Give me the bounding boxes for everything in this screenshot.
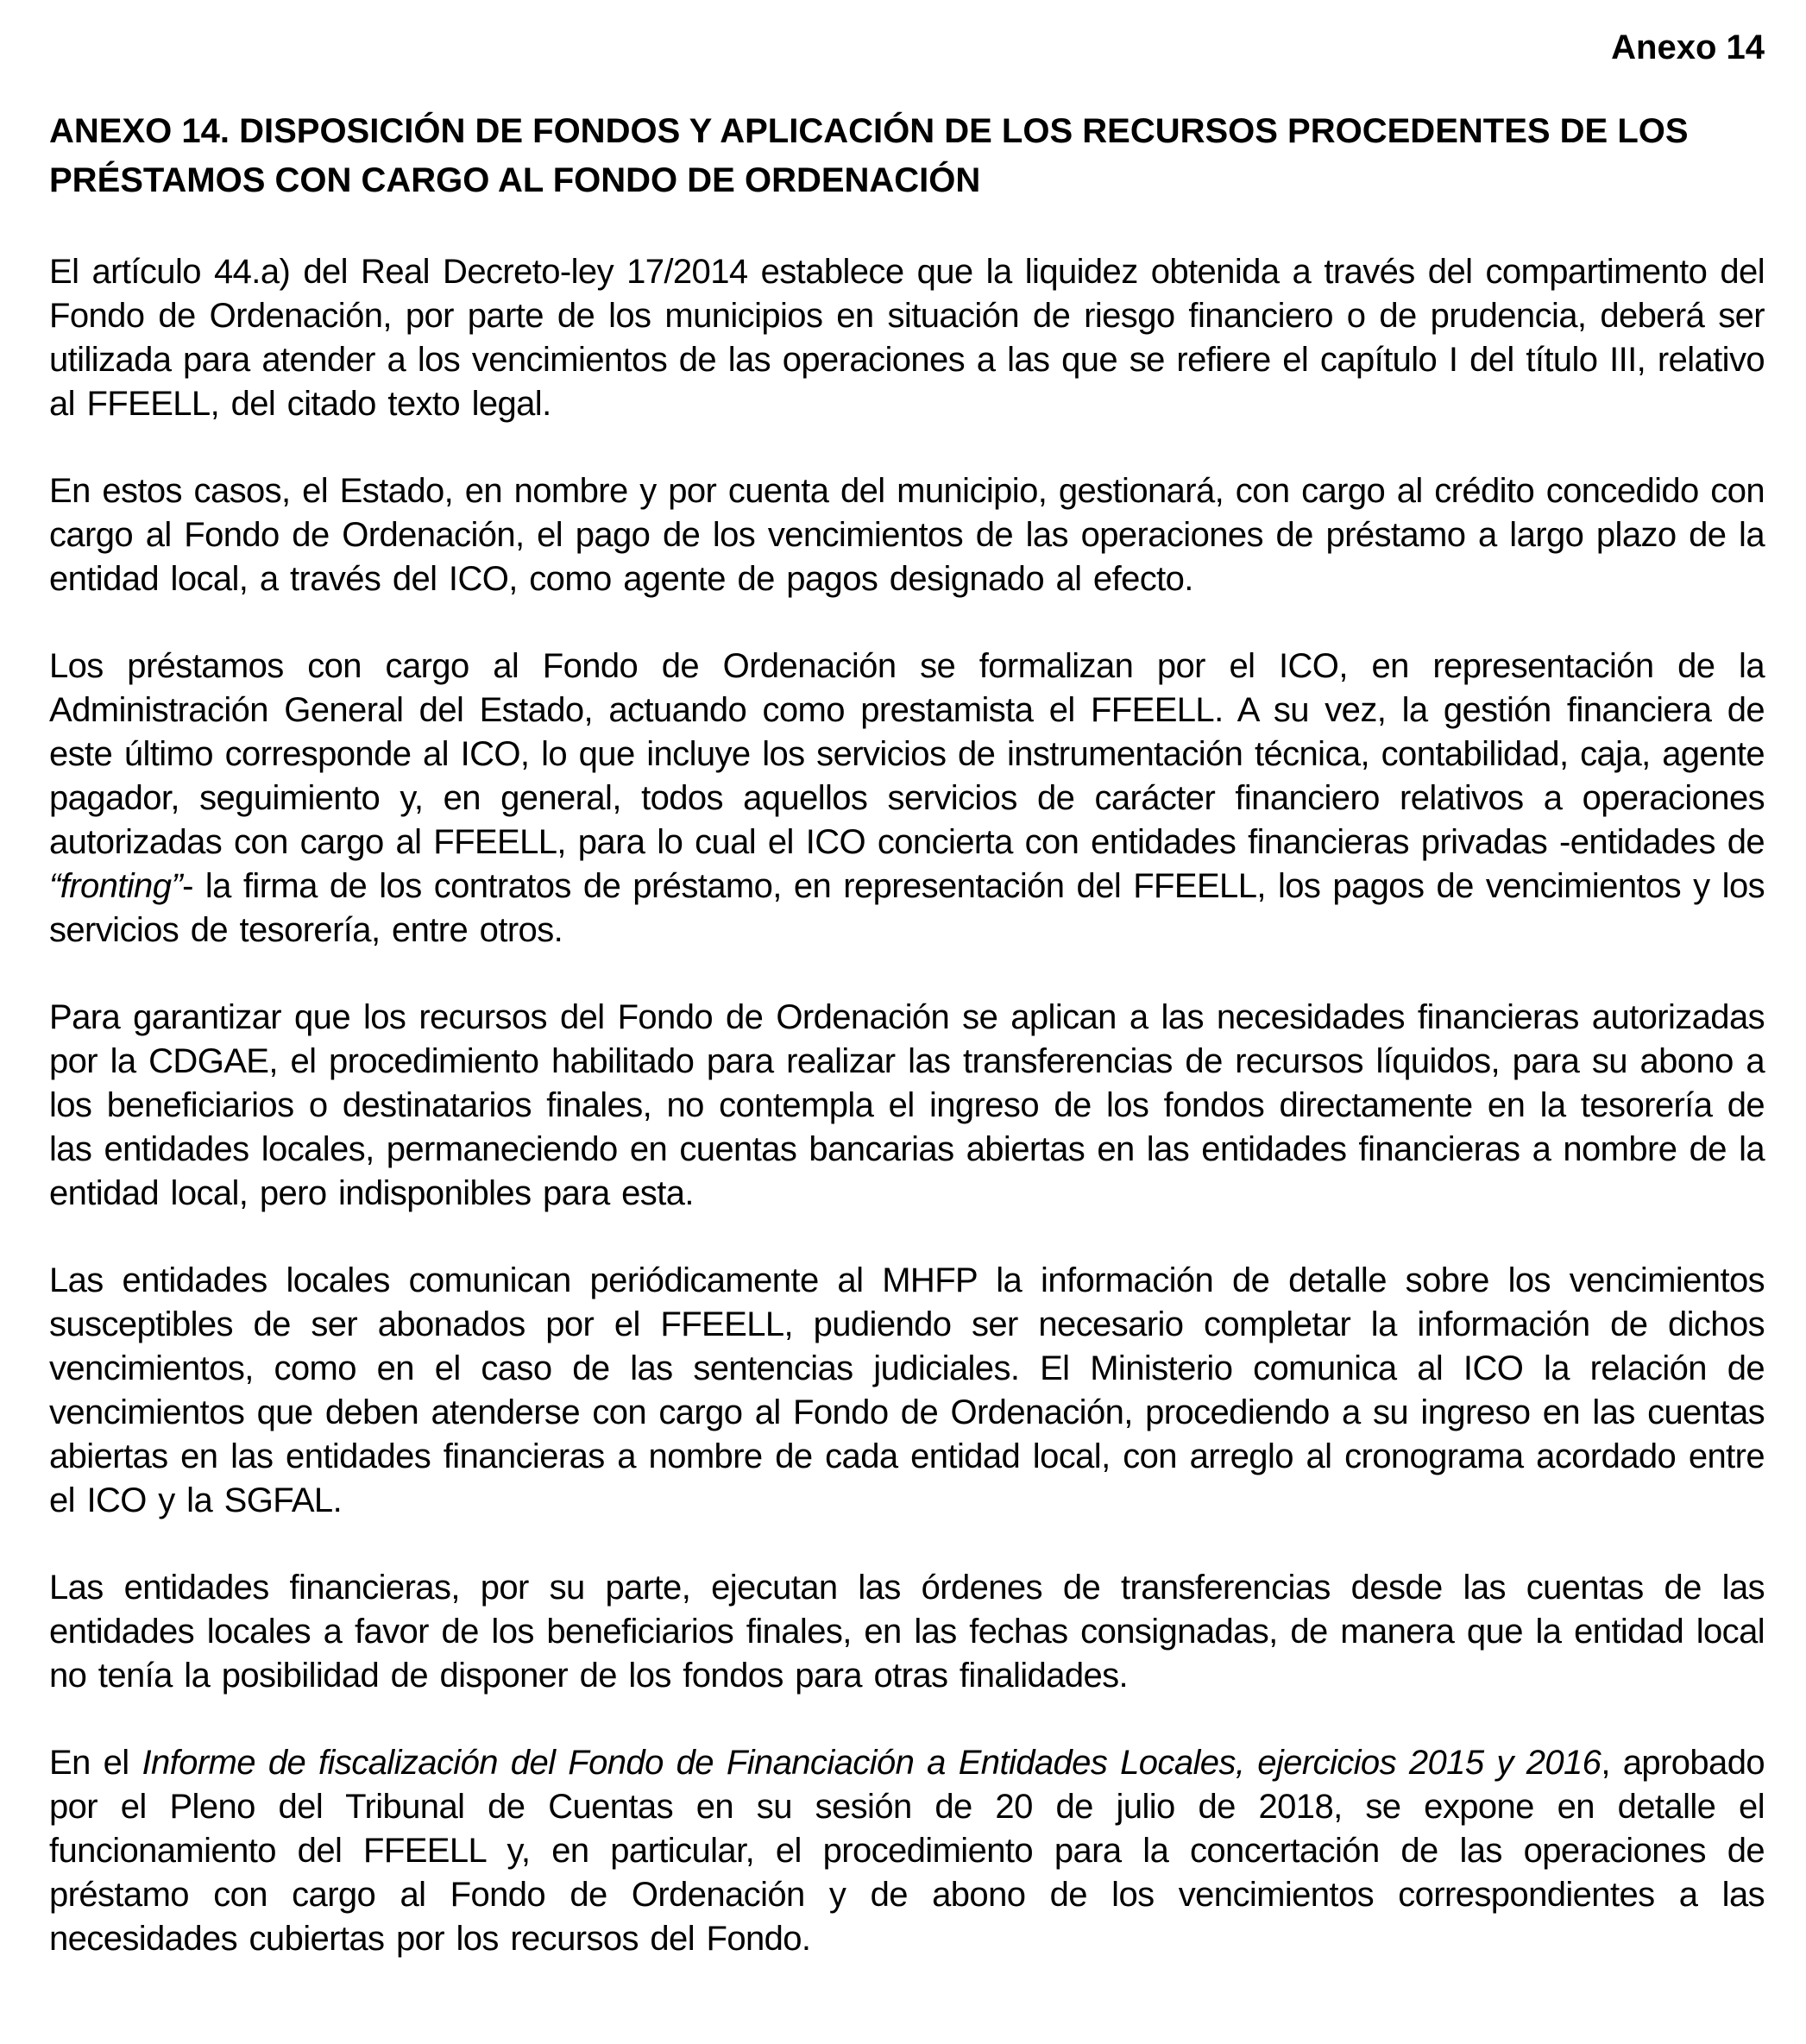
paragraph-7-text-after: , aprobado por el Pleno del Tribunal de Cuentas en su sesión de 20 de julio de 2018, se expone en detalle el funcionamiento del FFEELL y, en particular, el procedimiento para la concertación de las operaciones de préstamo con cargo al Fondo de Ordenación y de abono de los vencimientos correspondientes a las necesidades cubiertas por los recursos del Fondo. [49,1744,1765,1958]
paragraph-6: Las entidades financieras, por su parte, ejecutan las órdenes de transferencias desde las cuentas de las entidades locales a favor de los beneficiarios finales, en las fechas consignadas, de manera que la entidad local no tenía la posibilidad de disponer de los fondos para otras finalidades. [49,1569,1765,1695]
paragraph-3-text-after: - la firma de los contratos de préstamo, en representación del FFEELL, los pagos de vencimientos y los servicios de tesorería, entre otros. [49,867,1765,949]
paragraph-3-text-before: Los préstamos con cargo al Fondo de Ordenación se formalizan por el ICO, en representación de la Administración General del Estado, actuando como prestamista el FFEELL. A su vez, la gestión financiera de este último corresponde al ICO, lo que incluye los servicios de instrumentación técnica, contabilidad, caja, agente pagador, seguimiento y, en general, todos aquellos servicios de carácter financiero relativos a operaciones autorizadas con cargo al FFEELL, para lo cual el ICO concierta con entidades financieras privadas -entidades de [49,647,1765,861]
paragraph-3-italic-fronting: “fronting” [49,867,183,905]
document-body [49,250,1765,1961]
paragraph-7-text-before: En el [49,1744,142,1782]
paragraph-4: Para garantizar que los recursos del Fondo de Ordenación se aplican a las necesidades financieras autorizadas por la CDGAE, el procedimiento habilitado para realizar las transferencias de recursos líquidos, para su abono a los beneficiarios o destinatarios finales, no contempla el ingreso de los fondos directamente en la tesorería de las entidades locales, permaneciendo en cuentas bancarias abiertas en las entidades financieras a nombre de la entidad local, pero indisponibles para esta. [49,998,1765,1212]
page-header-annex-label: Anexo 14 [1611,28,1765,66]
paragraph-3 [49,645,1765,953]
paragraph-7-italic-report-title: Informe de fiscalización del Fondo de Financiación a Entidades Locales, ejercicios 2015 y 2016 [142,1744,1601,1782]
paragraph-1: El artículo 44.a) del Real Decreto-ley 17/2014 establece que la liquidez obtenida a través del compartimento del Fondo de Ordenación, por parte de los municipios en situación de riesgo financiero o de prudencia, deberá ser utilizada para atender a los vencimientos de las operaciones a las que se refiere el capítulo I del título III, relativo al FFEELL, del citado texto legal. [49,253,1765,423]
paragraph-2: En estos casos, el Estado, en nombre y por cuenta del municipio, gestionará, con cargo al crédito concedido con cargo al Fondo de Ordenación, el pago de los vencimientos de las operaciones de préstamo a largo plazo de la entidad local, a través del ICO, como agente de pagos designado al efecto. [49,472,1765,598]
paragraph-7 [49,1741,1765,1961]
document-title: ANEXO 14. DISPOSICIÓN DE FONDOS Y APLICACIÓN DE LOS RECURSOS PROCEDENTES DE LOS PRÉSTAMOS CON CARGO AL FONDO DE ORDENACIÓN [49,112,1689,199]
paragraph-5: Las entidades locales comunican periódicamente al MHFP la información de detalle sobre los vencimientos susceptibles de ser abonados por el FFEELL, pudiendo ser necesario completar la información de dichos vencimientos, como en el caso de las sentencias judiciales. El Ministerio comunica al ICO la relación de vencimientos que deben atenderse con cargo al Fondo de Ordenación, procediendo a su ingreso en las cuentas abiertas en las entidades financieras a nombre de cada entidad local, con arreglo al cronograma acordado entre el ICO y la SGFAL. [49,1261,1765,1519]
